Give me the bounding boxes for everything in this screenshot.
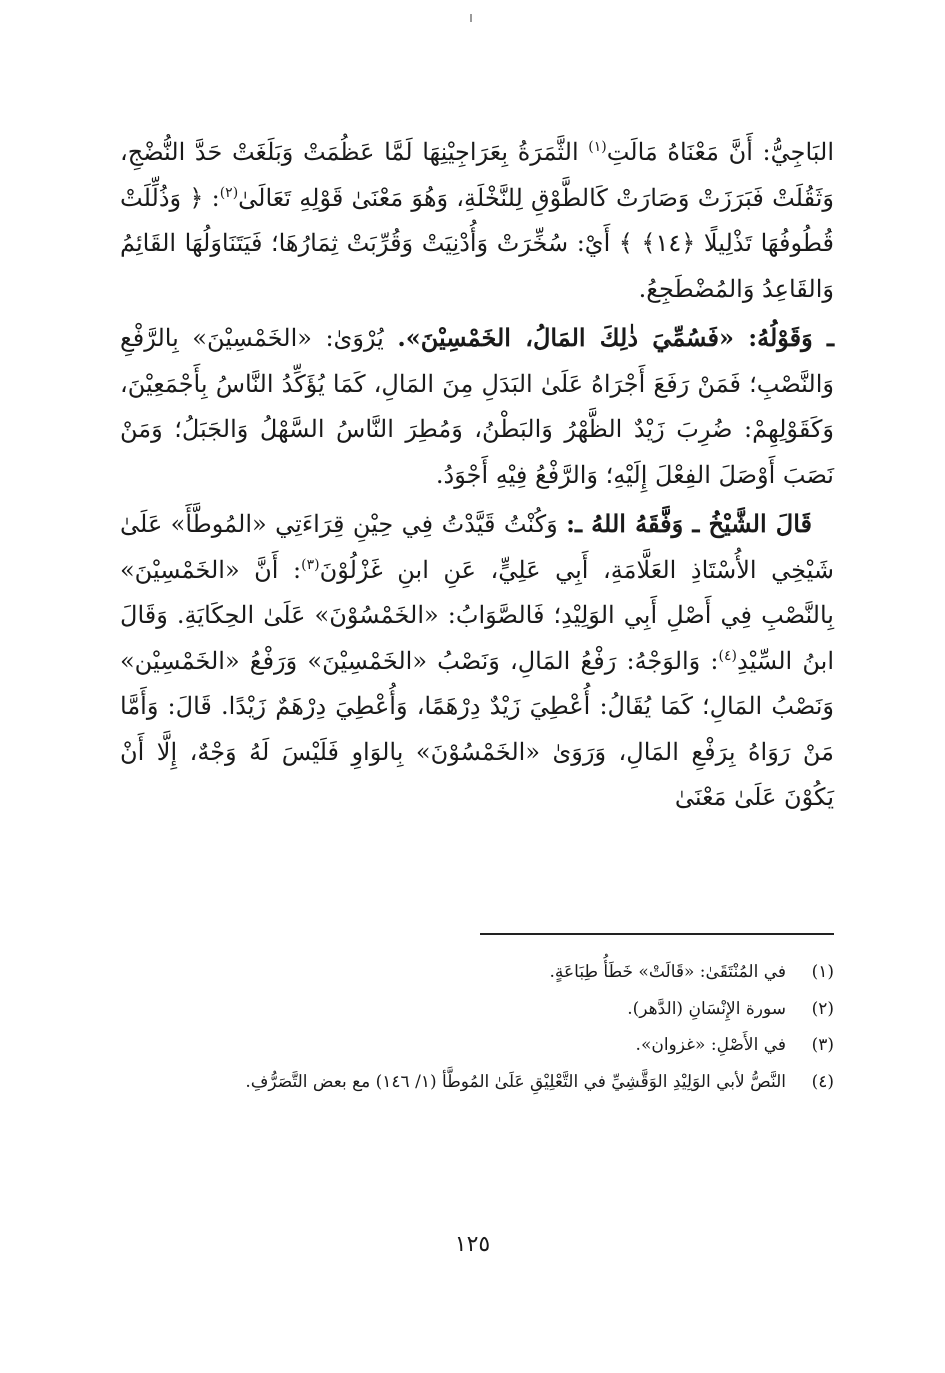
footnote-text: سورة الإِنْسَانِ (الدَّهر). (627, 998, 786, 1019)
p3-text-c: : وَالوَجْهُ: رَفْعُ المَالِ، وَنَصْبُ «الخَمْسِيْنَ» وَرَفْعُ «الخَمْسِيْن» وَنَصْبُ المَالِ؛ كَمَا يُقَالُ: أُعْطِيَ زَيْدٌ دِرْهَمًا، وَأُعْطِيَ دِرْهَمٌ زَيْدًا. قَالَ: وَأَمَّا مَنْ رَوَاهُ بِرَفْعِ المَالِ، وَرَوَىٰ «الخَمْسُوْنَ» بِالوَاوِ فَلَيْسَ لَهُ وَجْهٌ، إِلَّا أَنْ يَكُوْنَ عَلَىٰ مَعْنَىٰ (120, 646, 834, 811)
p3-text-a: وَكُنْتُ قَيَّدْتُ فِي حِيْنِ قِرَاءَتِي «المُوطَّأَ» عَلَىٰ شَيْخِي الأُسْتَاذِ العَلَّامَةِ، أَبِي عَلِيٍّ، عَنِ ابنِ غَزْلُوْنَ (120, 510, 834, 584)
footnote-ref-4: (٤) (718, 647, 737, 664)
footnote-1 (120, 954, 834, 991)
p3-lead: قَالَ الشَّيْخُ ـ وَفَّقَهُ اللهُ ـ: (566, 509, 812, 538)
footnote-number: (٤) (811, 1071, 834, 1092)
p3-text-b: : أَنَّ «الخَمْسِيْنَ» بِالنَّصْبِ فِي أَصْلِ أَبِي الوَلِيْدِ؛ فَالصَّوَابُ: «الخَمْسُوْنَ» عَلَىٰ الحِكَايَةِ. وَقَالَ ابنُ السِّيْدِ (120, 555, 834, 675)
paragraph-2 (120, 315, 834, 498)
footnote-divider (480, 933, 834, 935)
p1-text-a: البَاجِيُّ: أَنَّ مَعْنَاهُ مَالَتِ (606, 138, 834, 166)
p2-text: يُرْوَىٰ: «الخَمْسِيْنَ» بِالرَّفْعِ وَالنَّصْبِ؛ فَمَنْ رَفَعَ أَجْرَاهُ عَلَىٰ البَدَلِ مِنَ المَالِ، كَمَا يُؤَكِّدُ النَّاسُ بِأَجْمَعِيْنَ، وَكَقَوْلِهِمْ: ضُرِبَ زَيْدٌ الظَّهْرُ وَالبَطْنُ، وَمُطِرَ النَّاسُ السَّهْلُ وَالجَبَلُ؛ وَمَنْ نَصَبَ أَوْصَلَ الفِعْلَ إِلَيْهِ؛ وَالرَّفْعُ فِيْهِ أَجْوَدُ. (120, 324, 834, 489)
p1-text-b: الثَّمَرَةُ بِعَرَاجِيْنِهَا لَمَّا عَظُمَتْ وَبَلَغَتْ حَدَّ النُّضْجِ، وَثَقُلَتْ فَبَرَزَتْ وَصَارَتْ كَالطَّوْقِ لِلنَّخْلَةِ، وَهُوَ مَعْنَىٰ قَوْلِهِ تَعَالَىٰ (120, 138, 834, 212)
page-top-mark (470, 14, 472, 22)
footnote-2 (120, 991, 834, 1028)
footnote-ref-3: (٣) (301, 556, 320, 573)
footnote-text: النَّصُّ لأبي الوَلِيْدِ الوَقَّشِيِّ في التَّعْلِيْقِ عَلَىٰ المُوطَّأ (١/ ١٤٦) مع بعض التَّصَرُّفِ. (245, 1071, 786, 1092)
main-text (120, 130, 834, 824)
footnote-ref-2: (٢) (219, 184, 239, 201)
paragraph-3 (120, 501, 834, 821)
footnotes (120, 954, 834, 1100)
footnote-text: في الأَصْلِ: «غزوان». (635, 1035, 786, 1055)
paragraph-1 (120, 130, 834, 312)
footnote-ref-1: (١) (588, 139, 607, 155)
footnote-number: (٢) (811, 998, 834, 1019)
footnote-text: في المُنْتَقَىٰ: «قَالَتْ» خَطَأُ طِبَاعَةٍ. (549, 962, 786, 982)
p1-text-c: : ﴿ وَذُلِّلَتْ قُطُوفُهَا تَذْلِيلًا ﴿١٤﴾ ﴾ أَيْ: سُخِّرَتْ وَأُدْنِيَتْ وَقُرِّبَتْ ثِمَارُهَا؛ فَيَتَنَاوَلُهَا القَائِمُ وَالقَاعِدُ وَالمُضْطَجِعُ. (120, 183, 835, 303)
footnote-number: (٣) (811, 1035, 834, 1055)
footnote-3 (120, 1027, 834, 1064)
p2-lead-quote: ـ وَقَوْلُهُ: «فَسُمِّيَ ذٰلِكَ المَالُ، الخَمْسِيْنَ». (397, 323, 835, 352)
footnote-number: (١) (811, 962, 834, 982)
page-number: ١٢٥ (454, 1232, 491, 1257)
footnote-4 (120, 1064, 834, 1101)
